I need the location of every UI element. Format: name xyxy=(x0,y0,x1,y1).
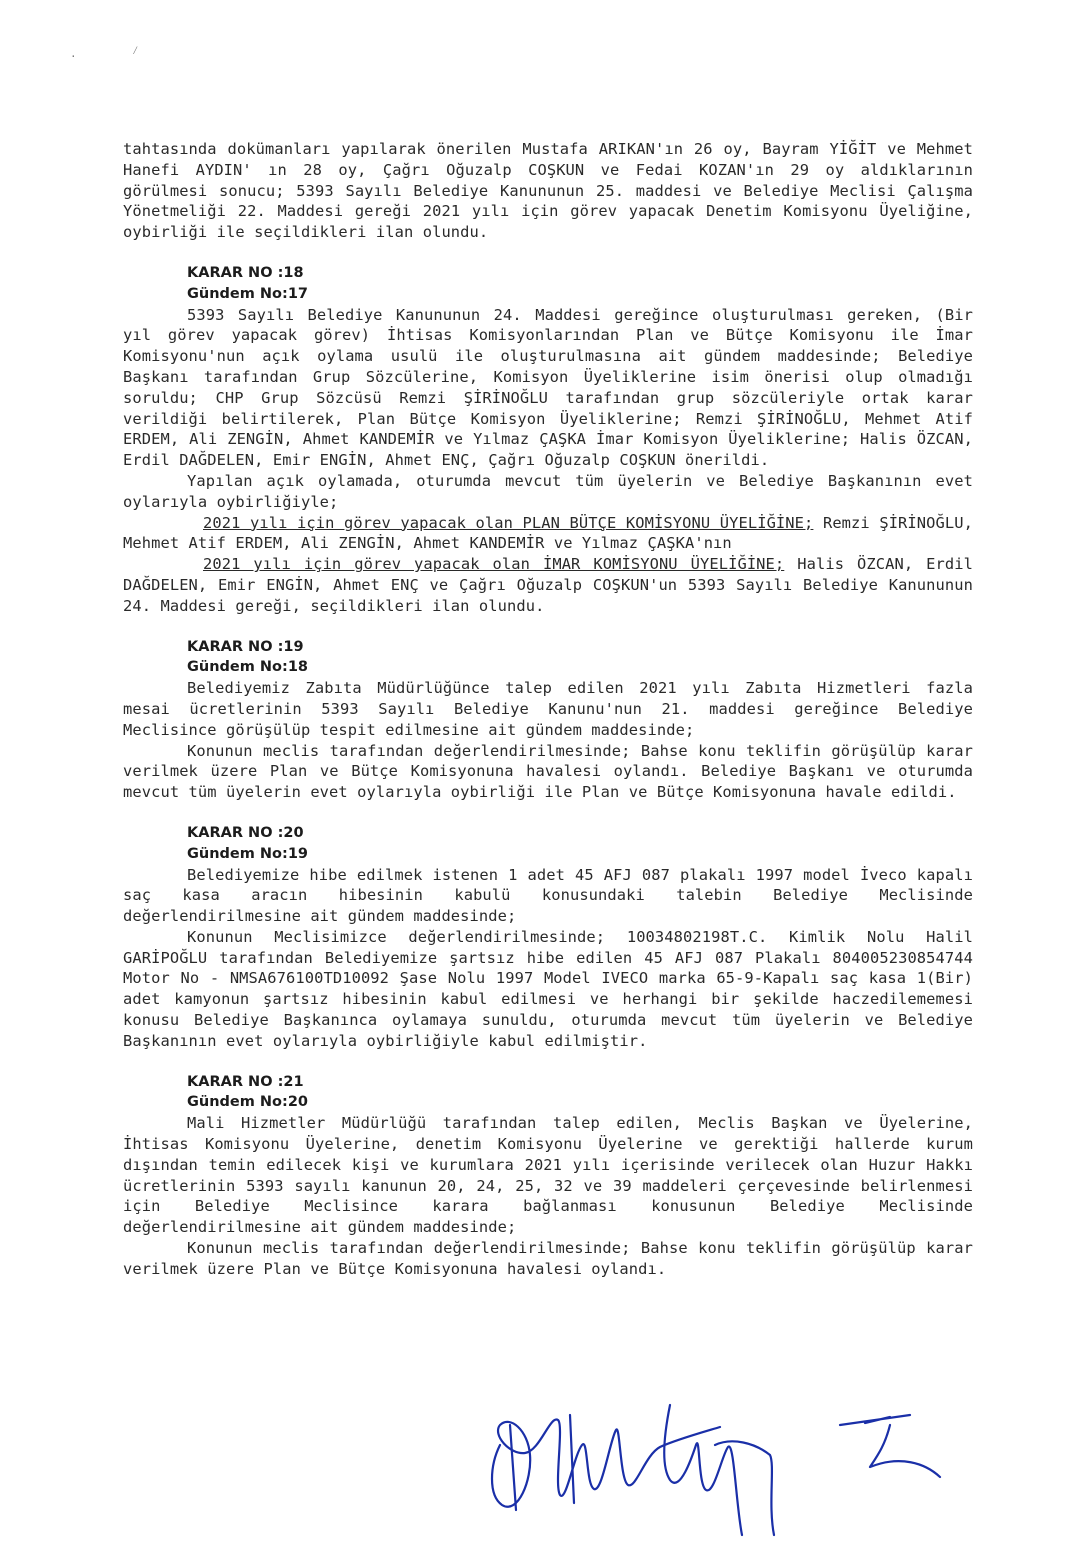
imar-committee-heading: 2021 yılı için görev yapacak olan İMAR KOMİSYONU ÜYELİĞİNE; xyxy=(203,555,785,574)
decision-18 xyxy=(123,263,973,617)
decision-20 xyxy=(123,823,973,1052)
plan-committee-members: Remzi ŞİRİNOĞLU, Mehmet Atif ERDEM, Ali ZENGİN, Ahmet KANDEMİR ve Yılmaz ÇAŞKA'nın xyxy=(123,513,973,553)
decision-paragraph: Belediyemiz Zabıta Müdürlüğünce talep edilen 2021 yılı Zabıta Hizmetleri fazla mesai ücretlerinin 5393 Sayılı Belediye Kanunu'nun 21. maddesi gereğince Belediye Meclisince görüşülüp tespit edilmesine ait gündem maddesinde; xyxy=(123,679,973,739)
karar-number: KARAR NO :21 xyxy=(187,1073,304,1090)
karar-number: KARAR NO :20 xyxy=(187,824,304,841)
continuation-paragraph: tahtasında dokümanları yapılarak önerilen Mustafa ARIKAN'ın 26 oy, Bayram YİĞİT ve Mehmet Hanefi AYDIN' ın 28 oy, Çağrı Oğuzalp COŞKUN ve Fedai KOZAN'ın 29 oy aldıklarının görülmesi sonucu; 5393 Sayılı Belediye Kanununun 25. maddesi ve Belediye Meclisi Çalışma Yönetmeliği 22. Maddesi gereği 2021 yılı için görev yapacak Denetim Komisyonu Üyeliğine, oybirliği ile seçildikleri ilan olundu. xyxy=(123,140,973,242)
decision-paragraph: Mali Hizmetler Müdürlüğü tarafından talep edilen, Meclis Başkan ve Üyelerine, İhtisas Komisyonu Üyelerine, denetim Komisyonu Üyelerine ve gerektiği hallerde kurum dışından temin edilecek kişi ve kurumlara 2021 yılı içerisinde verilecek olan Huzur Hakkı ücretlerinin 5393 sayılı kanunun 20, 24, 25, 32 ve 39 maddeleri çerçevesinde belirlenmesi için Belediye Meclisince karara bağlanması konusunun Belediye Meclisinde değerlendirilmesine ait gündem maddesinde; xyxy=(123,1114,973,1237)
plan-committee-heading: 2021 yılı için görev yapacak olan PLAN BÜTÇE KOMİSYONU ÜYELİĞİNE; xyxy=(203,513,814,532)
karar-number: KARAR NO :18 xyxy=(187,264,304,281)
document-body xyxy=(123,139,973,1280)
gundem-number: Gündem No:20 xyxy=(187,1094,308,1111)
gundem-number: Gündem No:18 xyxy=(187,659,308,676)
decision-paragraph: Yapılan açık oylamada, oturumda mevcut tüm üyelerin ve Belediye Başkanının evet oylarıyla oybirliğiyle; xyxy=(123,471,973,511)
plan-committee-paragraph xyxy=(123,513,973,555)
scan-mark-right: ⁄ xyxy=(132,44,139,57)
signature-3 xyxy=(840,1415,940,1477)
decision-paragraph: Konunun Meclisimizce değerlendirilmesinde; 10034802198T.C. Kimlik Nolu Halil GARİPOĞLU tarafından Belediyemize şartsız hibe edilen 45 AFJ 087 Plakalı 804005230854744 Motor No - NMSA676100TD10092 Şase Nolu 1997 Model IVECO marka 65-9-Kapalı saç kasa 1(Bir) adet kamyonun şartsız hibesinin kabul edilmesi ve herhangi bir şekilde haczedilememesi konusu Belediye Başkanınca oylamaya sunuldu, oturumda mevcut tüm üyelerin ve Belediye Başkanının evet oylarıyla oybirliğiyle kabul edilmiştir. xyxy=(123,927,973,1050)
signature-2 xyxy=(664,1405,774,1535)
imar-committee-paragraph xyxy=(123,554,973,616)
decision-19 xyxy=(123,637,973,803)
decision-paragraph: Belediyemize hibe edilmek istenen 1 adet 45 AFJ 087 plakalı 1997 model İveco kapalı saç kasa aracın hibesinin kabulü konusundaki talebin Belediye Meclisinde değerlendirilmesine ait gündem maddesinde; xyxy=(123,865,973,926)
signature-1 xyxy=(492,1420,720,1507)
signatures xyxy=(470,1385,1030,1545)
scan-mark-left: · xyxy=(70,50,77,63)
decision-paragraph: Konunun meclis tarafından değerlendirilmesinde; Bahse konu teklifin görüşülüp karar verilmek üzere Plan ve Bütçe Komisyonuna havalesi oylandı. Belediye Başkanı ve oturumda mevcut tüm üyelerin evet oylarıyla oybirliği ile Plan ve Bütçe Komisyonuna havale edildi. xyxy=(123,741,973,802)
decision-paragraph: 5393 Sayılı Belediye Kanununun 24. Maddesi gereğince oluşturulması gereken, (Bir yıl görev yapacak görev) İhtisas Komisyonlarından Plan ve Bütçe Komisyonu ile İmar Komisyonu'nun açık oylama usulü ile oluşturulmasına ait gündem maddesinde; Belediye Başkanı tarafından Grup Sözcülerine, Komisyon Üyeliklerine isim önerisi olup olmadığı soruldu; CHP Grup Sözcüsü Remzi ŞİRİNOĞLU tarafından grup sözcüleriyle ortak karar verildiği belirtilerek, Plan Bütçe Komisyon Üyeliklerine; Remzi ŞİRİNOĞLU, Mehmet Atif ERDEM, Ali ZENGİN, Ahmet KANDEMİR ve Yılmaz ÇAŞKA İmar Komisyon Üyeliklerine; Halis ÖZCAN, Erdil DAĞDELEN, Emir ENGİN, Ahmet ENÇ, Çağrı Oğuzalp COŞKUN önerildi. xyxy=(123,305,973,470)
imar-committee-members: Halis ÖZCAN, Erdil DAĞDELEN, Emir ENGİN, Ahmet ENÇ ve Çağrı Oğuzalp COŞKUN'un 5393 Sayılı Belediye Kanununun 24. Maddesi gereği, seçildikleri ilan olundu. xyxy=(123,555,974,615)
gundem-number: Gündem No:17 xyxy=(187,285,308,302)
karar-number: KARAR NO :19 xyxy=(187,638,304,655)
decision-21 xyxy=(123,1072,973,1280)
gundem-number: Gündem No:19 xyxy=(187,845,308,862)
decision-paragraph: Konunun meclis tarafından değerlendirilmesinde; Bahse konu teklifin görüşülüp karar verilmek üzere Plan ve Bütçe Komisyonuna havalesi oylandı. xyxy=(123,1239,973,1278)
